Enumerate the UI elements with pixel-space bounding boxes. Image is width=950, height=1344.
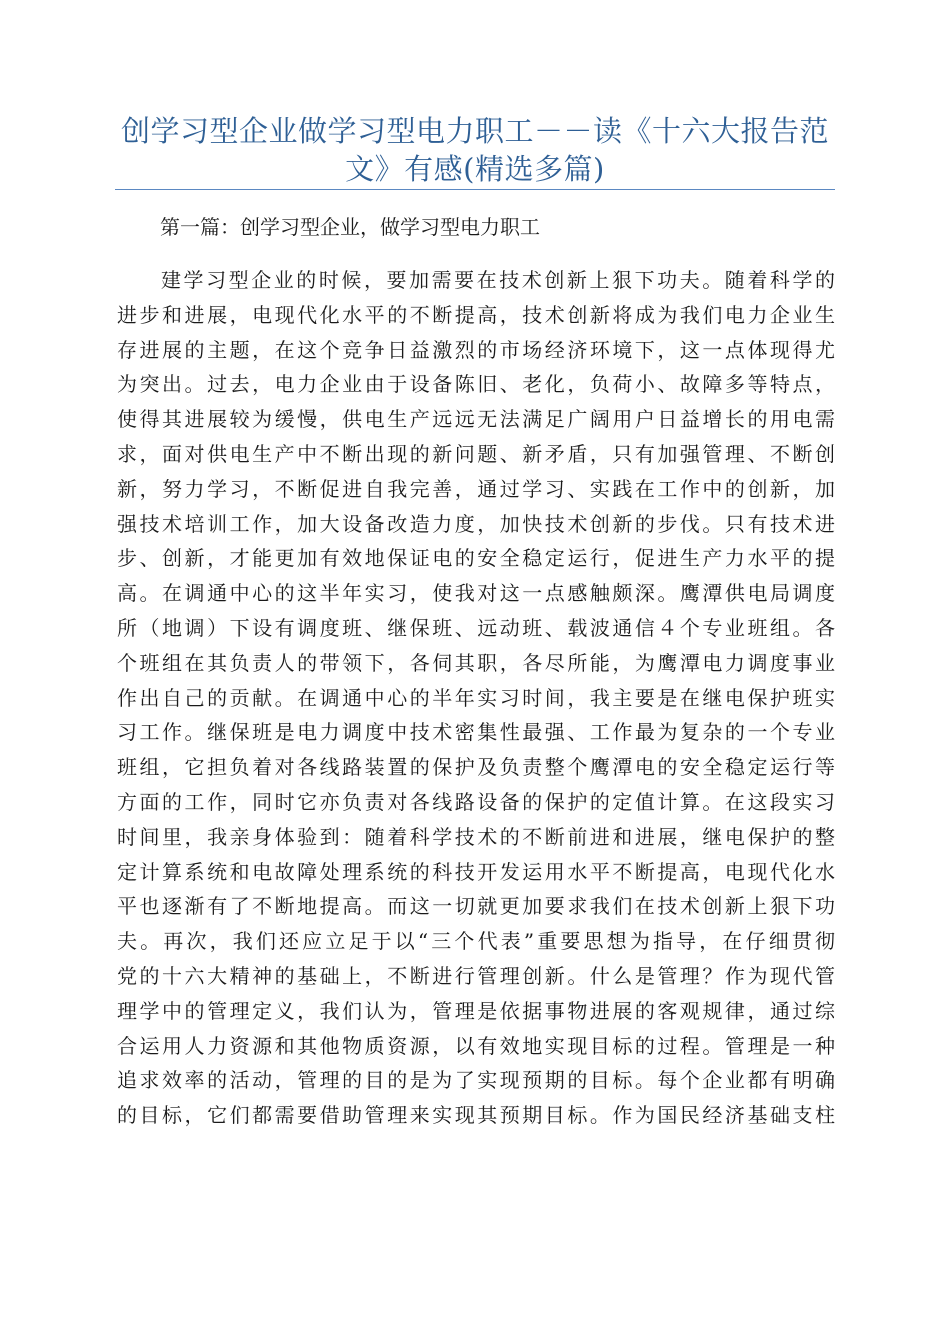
section-heading: 第一篇：创学习型企业，做学习型电力职工 — [160, 215, 540, 239]
body-line: 班组，它担负着对各线路装置的保护及负责整个鹰潭电的安全稳定运行等 — [117, 755, 835, 780]
document-title-line-2: 文》有感(精选多篇) — [345, 152, 605, 186]
body-line: 强技术培训工作，加大设备改造力度，加快技术创新的步伐。只有技术进 — [117, 511, 835, 536]
document-title-line-1: 创学习型企业做学习型电力职工－－读《十六大报告范 — [120, 114, 829, 148]
body-line: 使得其进展较为缓慢，供电生产远远无法满足广阔用户日益增长的用电需 — [117, 407, 835, 432]
title-underline — [115, 189, 835, 190]
body-line: 所（地调）下设有调度班、继保班、远动班、载波通信４个专业班组。各 — [117, 615, 835, 640]
body-line: 建学习型企业的时候，要加需要在技术创新上狠下功夫。随着科学的 — [161, 268, 835, 292]
body-line: 进步和进展，电现代化水平的不断提高，技术创新将成为我们电力企业生 — [117, 302, 835, 327]
body-line: 为突出。过去，电力企业由于设备陈旧、老化，负荷小、故障多等特点， — [117, 372, 835, 397]
body-line: 夫。再次，我们还应立足于以“三个代表”重要思想为指导，在仔细贯彻 — [117, 929, 835, 954]
body-line: 方面的工作，同时它亦负责对各线路设备的保护的定值计算。在这段实习 — [117, 789, 835, 814]
body-line: 的目标，它们都需要借助管理来实现其预期目标。作为国民经济基础支柱 — [117, 1103, 835, 1128]
body-line: 习工作。继保班是电力调度中技术密集性最强、工作最为复杂的一个专业 — [117, 720, 835, 745]
body-paragraph — [117, 263, 835, 1133]
body-line: 追求效率的活动，管理的目的是为了实现预期的目标。每个企业都有明确 — [117, 1068, 835, 1093]
body-line: 党的十六大精神的基础上，不断进行管理创新。什么是管理？作为现代管 — [117, 963, 835, 988]
body-line: 理学中的管理定义，我们认为，管理是依据事物进展的客观规律，通过综 — [117, 998, 835, 1023]
body-line: 步、创新，才能更加有效地保证电的安全稳定运行，促进生产力水平的提 — [117, 546, 835, 571]
body-line: 新，努力学习，不断促进自我完善，通过学习、实践在工作中的创新，加 — [117, 476, 835, 501]
body-line: 时间里，我亲身体验到：随着科学技术的不断前进和进展，继电保护的整 — [117, 824, 835, 849]
body-line: 个班组在其负责人的带领下，各伺其职，各尽所能，为鹰潭电力调度事业 — [117, 650, 835, 675]
body-line: 作出自己的贡献。在调通中心的半年实习时间，我主要是在继电保护班实 — [117, 685, 835, 710]
document-title — [115, 112, 835, 188]
body-line: 存进展的主题，在这个竞争日益激烈的市场经济环境下，这一点体现得尤 — [117, 337, 835, 362]
body-line: 平也逐渐有了不断地提高。而这一切就更加要求我们在技术创新上狠下功 — [117, 894, 835, 919]
body-line: 求，面对供电生产中不断出现的新问题、新矛盾，只有加强管理、不断创 — [117, 441, 835, 466]
body-line: 合运用人力资源和其他物质资源，以有效地实现目标的过程。管理是一种 — [117, 1033, 835, 1058]
body-line: 高。在调通中心的这半年实习，使我对这一点感触颇深。鹰潭供电局调度 — [117, 581, 835, 606]
body-line: 定计算系统和电故障处理系统的科技开发运用水平不断提高，电现代化水 — [117, 859, 835, 884]
